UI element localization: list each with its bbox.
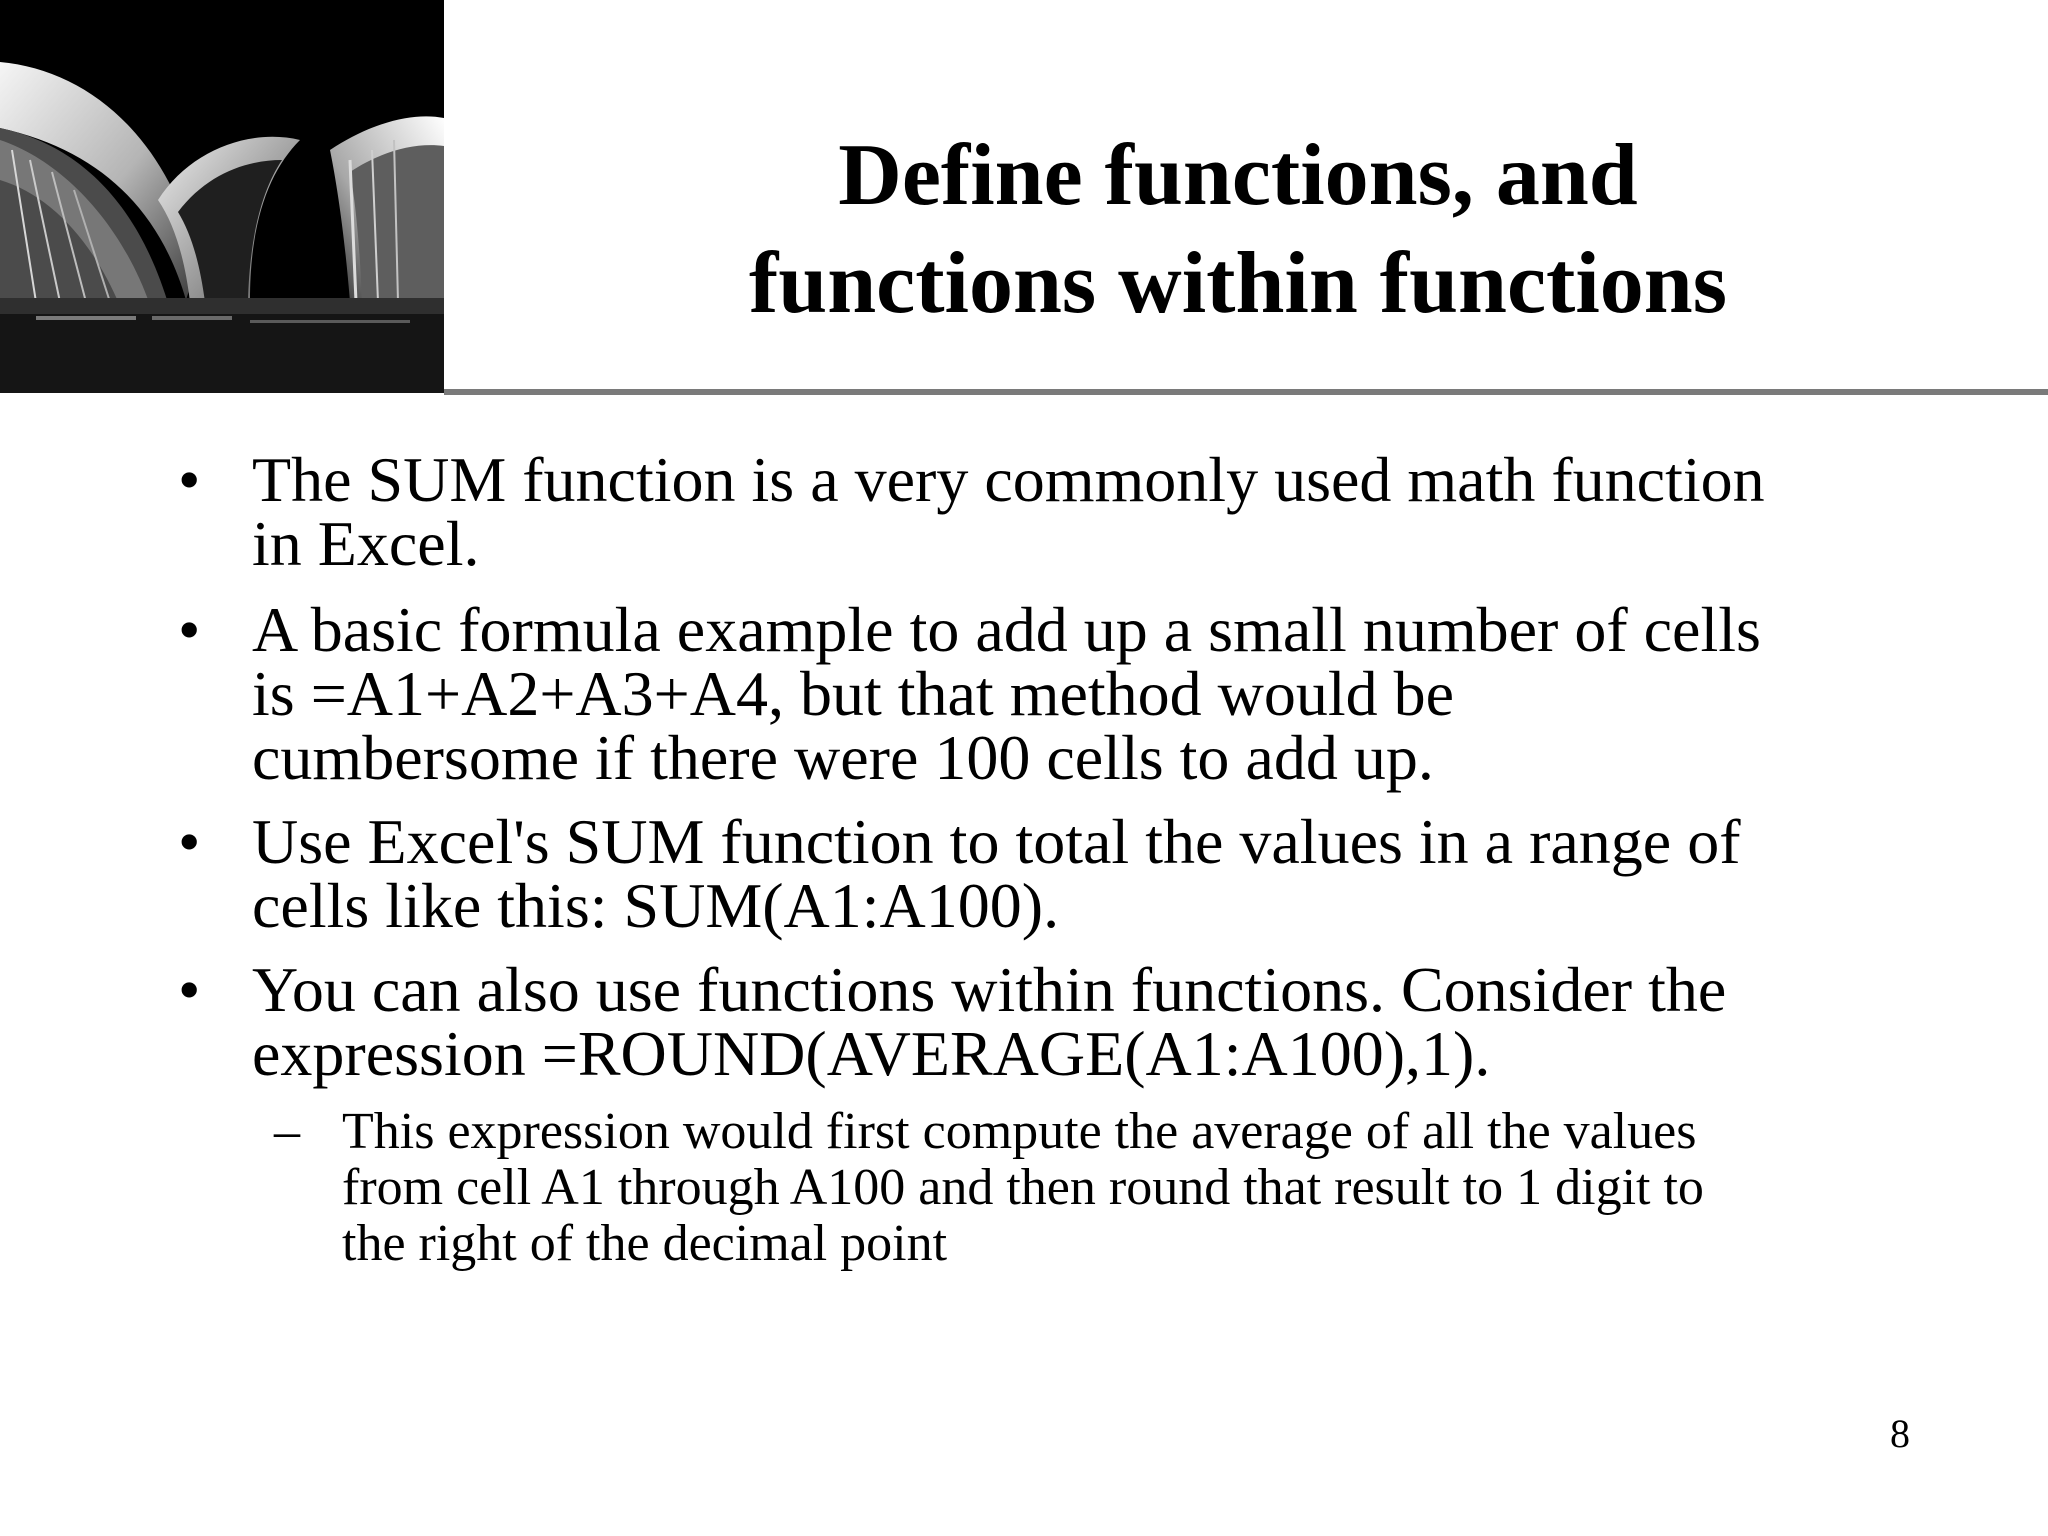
- bullet-text-line: cumbersome if there were 100 cells to add up.: [252, 722, 1434, 793]
- bullet-text-line: You can also use functions within functions. Consider the: [252, 954, 1727, 1025]
- bullet-text: [252, 954, 1952, 1089]
- bullet-text-line: The SUM function is a very commonly used math function: [252, 444, 1765, 515]
- slide-title-line-1: Define functions, and: [838, 127, 1638, 224]
- subbullet-text: [342, 1104, 1902, 1272]
- page-number: 8: [1890, 1411, 1910, 1456]
- bullet-text: [252, 806, 1952, 941]
- subbullet-text-line: from cell A1 through A100 and then round that result to 1 digit to: [342, 1159, 1704, 1216]
- bullet-text-line: A basic formula example to add up a small number of cells: [252, 594, 1761, 665]
- bullet-text: [252, 444, 1952, 579]
- bullet-marker: •: [178, 594, 201, 665]
- slide-title-line-2: functions within functions: [748, 235, 1727, 332]
- subbullet-marker: –: [274, 1103, 300, 1160]
- bullet-text-line: is =A1+A2+A3+A4, but that method would be: [252, 658, 1455, 729]
- bullet-text-line: Use Excel's SUM function to total the values in a range of: [252, 806, 1741, 877]
- bullet-text: [252, 594, 1952, 793]
- bullet-text-line: cells like this: SUM(A1:A100).: [252, 870, 1060, 941]
- bullet-text-line: in Excel.: [252, 508, 480, 579]
- bullet-text-line: expression =ROUND(AVERAGE(A1:A100),1).: [252, 1018, 1491, 1089]
- subbullet-text-line: the right of the decimal point: [342, 1215, 948, 1272]
- subbullet-text-line: This expression would first compute the average of all the values: [342, 1103, 1697, 1160]
- bullet-marker: •: [178, 954, 201, 1025]
- bullet-marker: •: [178, 806, 201, 877]
- bullet-marker: •: [178, 444, 201, 515]
